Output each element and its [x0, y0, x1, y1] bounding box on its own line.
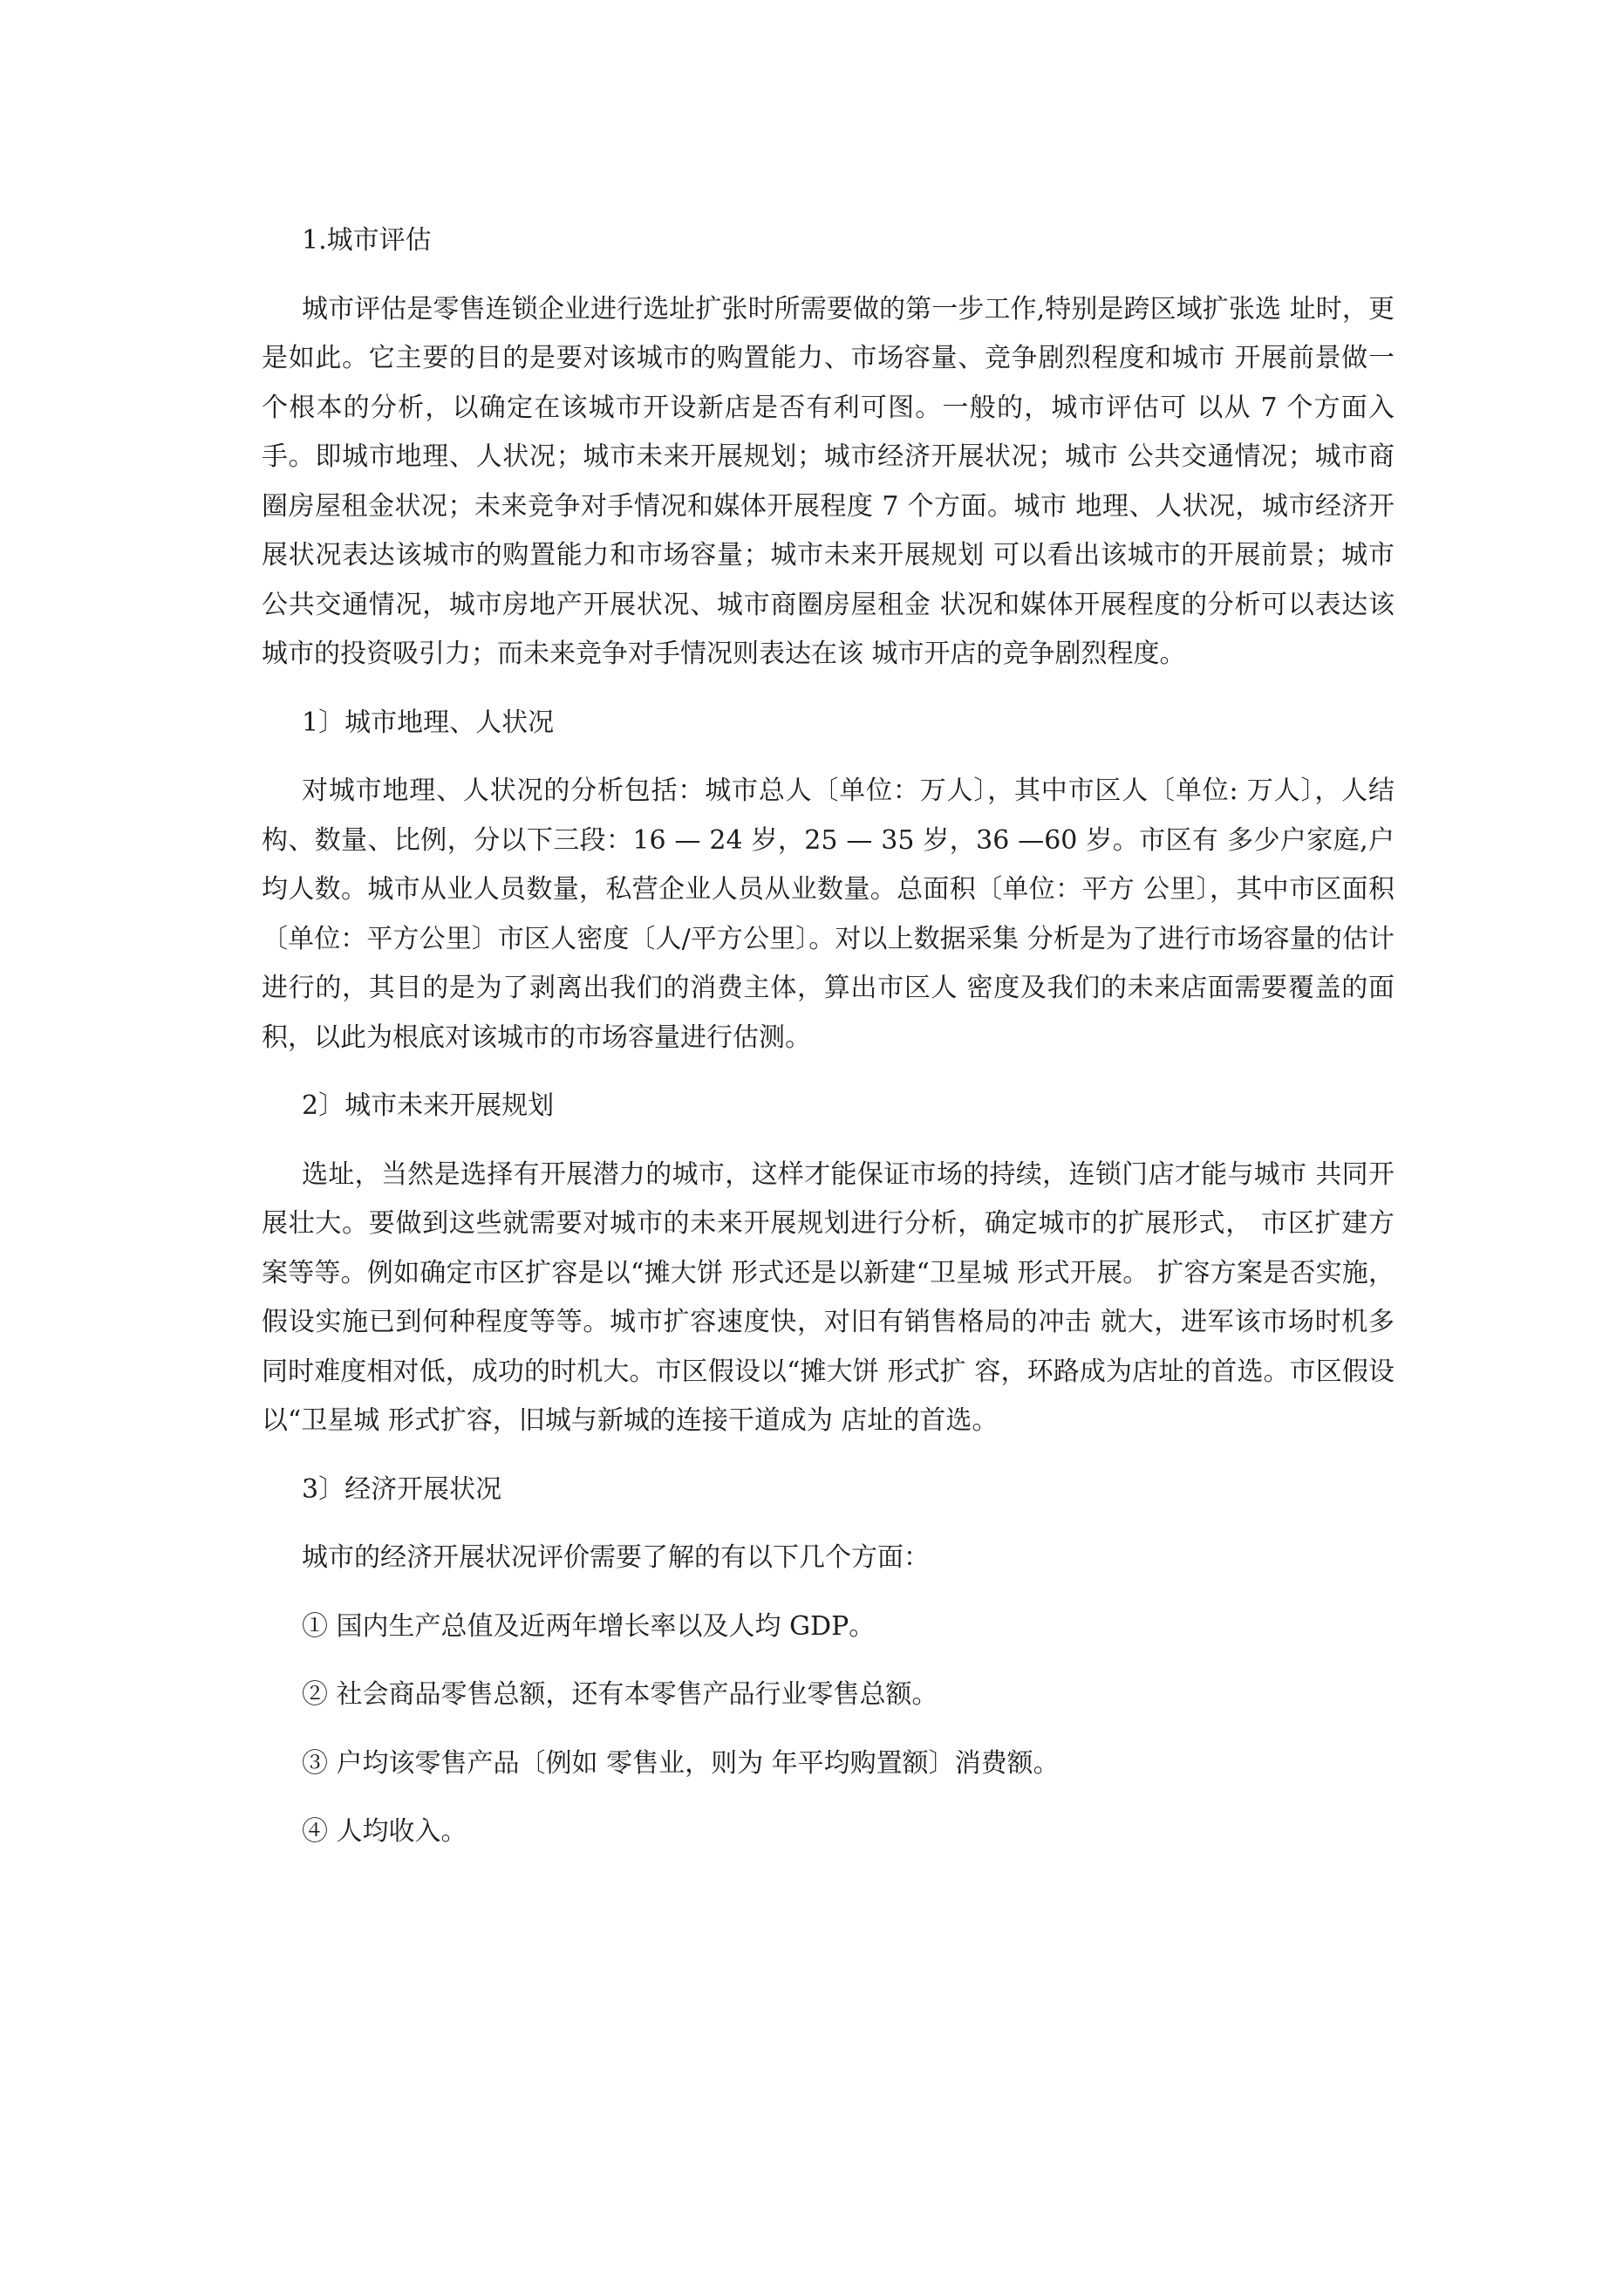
- intro-paragraph: 城市评估是零售连锁企业进行选址扩张时所需要做的第一步工作,特别是跨区域扩张选 址时，更是如此。它主要的目的是要对该城市的购置能力、市场容量、竞争剧烈程度和城市 开展前景做一个根本的分析，以确定在该城市开设新店是否有利可图。一般的，城市评估可 以从 7 个方面入手。即城市地理、人状况；城市未来开展规划；城市经济开展状况；城市 公共交通情况；城市商圈房屋租金状况；未来竞争对手情况和媒体开展程度 7 个方面。城市 地理、人状况，城市经济开展状况表达该城市的购置能力和市场容量；城市未来开展规划 可以看出该城市的开展前景；城市公共交通情况，城市房地产开展状况、城市商圈房屋租金 状况和媒体开展程度的分析可以表达该城市的投资吸引力；而未来竞争对手情况则表达在该 城市开店的竞争剧烈程度。: [262, 293, 1395, 669]
- subsection-title-2: 2〕城市未来开展规划: [302, 1090, 555, 1121]
- subsection-paragraph-1: 对城市地理、人状况的分析包括：城市总人〔单位：万人〕，其中市区人〔单位: 万人〕，人结构、数量、比例，分以下三段：16 — 24 岁，25 — 35 岁，36 —60 岁。市区有 多少户家庭,户均人数。城市从业人员数量，私营企业人员从业数量。总面积〔单位：平方 公里〕，其中市区面积〔单位：平方公里〕市区人密度〔人/平方公里〕。对以上数据采集 分析是为了进行市场容量的估计进行的，其目的是为了剥离出我们的消费主体，算出市区人 密度及我们的未来店面需要覆盖的面积，以此为根底对该城市的市场容量进行估测。: [262, 776, 1395, 1053]
- list-item: ① 国内生产总值及近两年增长率以及人均 GDP。: [302, 1610, 876, 1642]
- list-item: ④ 人均收入。: [302, 1816, 467, 1847]
- subsection-paragraph-2: 选址，当然是选择有开展潜力的城市，这样才能保证市场的持续，连锁门店才能与城市 共同开展壮大。要做到这些就需要对城市的未来开展规划进行分析，确定城市的扩展形式， 市区扩建方案等等。例如确定市区扩容是以“摊大饼 形式还是以新建“卫星城 形式开展。 扩容方案是否实施，假设实施已到何种程度等等。城市扩容速度快，对旧有销售格局的冲击 就大，进军该市场时机多同时难度相对低，成功的时机大。市区假设以“摊大饼 形式扩 容，环路成为店址的首选。市区假设以“卫星城 形式扩容，旧城与新城的连接干道成为 店址的首选。: [262, 1158, 1395, 1436]
- subsection-title-3: 3〕经济开展状况: [302, 1473, 502, 1505]
- subsection-title-1: 1〕城市地理、人状况: [302, 707, 555, 738]
- list-item: ③ 户均该零售产品〔例如 零售业，则为 年平均购置额〕消费额。: [302, 1747, 1060, 1779]
- subsection-intro-3: 城市的经济开展状况评价需要了解的有以下几个方面：: [302, 1542, 930, 1573]
- list-item: ② 社会商品零售总额，还有本零售产品行业零售总额。: [302, 1679, 938, 1710]
- section-title: 1.城市评估: [302, 225, 432, 256]
